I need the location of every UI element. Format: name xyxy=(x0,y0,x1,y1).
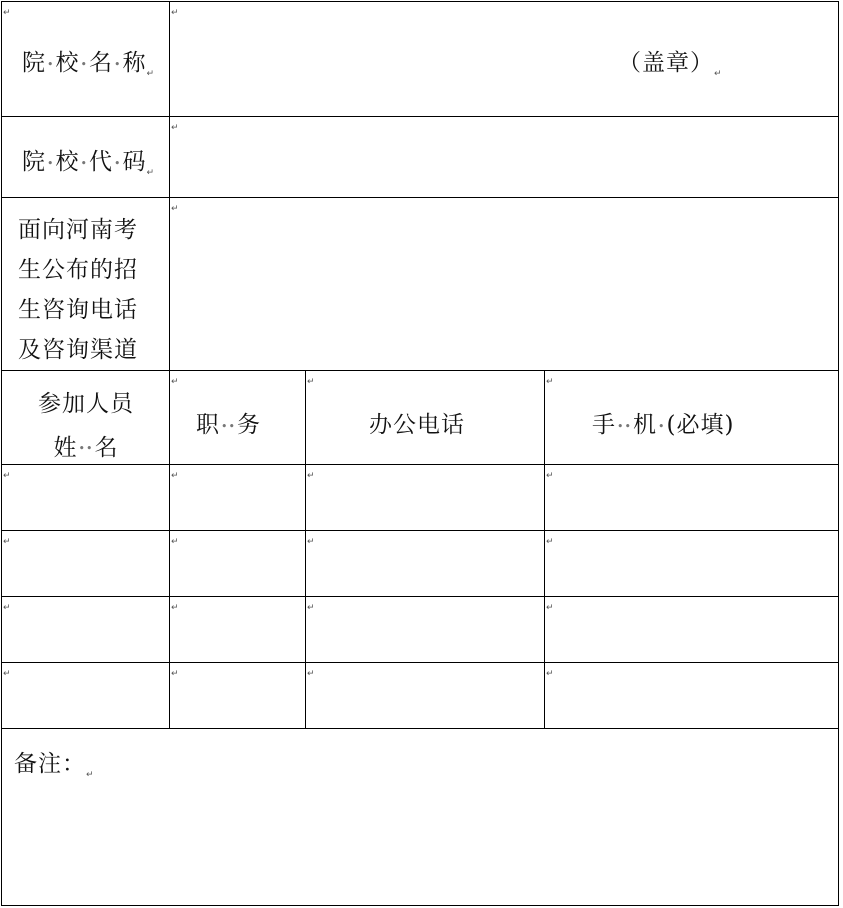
paragraph-mark: ↵ xyxy=(546,669,554,679)
paragraph-mark: ↵ xyxy=(171,377,179,387)
remarks-input-area[interactable] xyxy=(2,729,838,905)
paragraph-mark: ↵ xyxy=(171,603,179,613)
remarks-label: 备注：$_↵$ xyxy=(14,751,95,780)
consult-channel-label: 面向河南考 生公布的招 生咨询电话 及咨询渠道 xyxy=(18,217,138,363)
table-rule xyxy=(1,905,839,906)
paragraph-mark: ↵ xyxy=(3,537,11,547)
paragraph-mark: ↵ xyxy=(171,123,179,133)
table-rule xyxy=(838,1,839,906)
paragraph-mark: ↵ xyxy=(307,603,315,613)
paragraph-mark: ↵ xyxy=(3,8,11,18)
table-row[interactable] xyxy=(2,531,838,596)
paragraph-mark: ↵ xyxy=(546,537,554,547)
header-name: 参加人员 姓••名 xyxy=(38,391,134,461)
header-position: 职••务 xyxy=(196,412,261,438)
paragraph-mark: ↵ xyxy=(546,603,554,613)
paragraph-mark: ↵ xyxy=(3,603,11,613)
paragraph-mark: ↵ xyxy=(3,669,11,679)
paragraph-mark: ↵ xyxy=(171,8,179,18)
consult-channel-input-cell[interactable] xyxy=(170,198,838,370)
paragraph-mark: ↵ xyxy=(307,669,315,679)
paragraph-mark: ↵ xyxy=(307,537,315,547)
header-office-phone: 办公电话 xyxy=(369,412,465,438)
school-code-label: 院•校•代•码$_↵$ xyxy=(22,149,156,178)
paragraph-mark: ↵ xyxy=(171,471,179,481)
paragraph-mark: ↵ xyxy=(171,537,179,547)
paragraph-mark: ↵ xyxy=(171,204,179,214)
table-row[interactable] xyxy=(2,597,838,662)
paragraph-mark: ↵ xyxy=(171,669,179,679)
table-row[interactable] xyxy=(2,663,838,728)
school-name-input-cell[interactable] xyxy=(170,2,838,116)
seal-note: （盖章）$_↵$ xyxy=(618,50,723,79)
paragraph-mark: ↵ xyxy=(307,377,315,387)
table-row[interactable] xyxy=(2,465,838,530)
paragraph-mark: ↵ xyxy=(3,471,11,481)
table-rule xyxy=(1,370,839,371)
school-code-input-cell[interactable] xyxy=(170,117,838,197)
header-mobile: 手••机•(必填) xyxy=(592,412,735,438)
paragraph-mark: ↵ xyxy=(307,471,315,481)
paragraph-mark: ↵ xyxy=(546,471,554,481)
paragraph-mark: ↵ xyxy=(546,377,554,387)
school-name-label: 院•校•名•称$_↵$ xyxy=(22,50,156,79)
